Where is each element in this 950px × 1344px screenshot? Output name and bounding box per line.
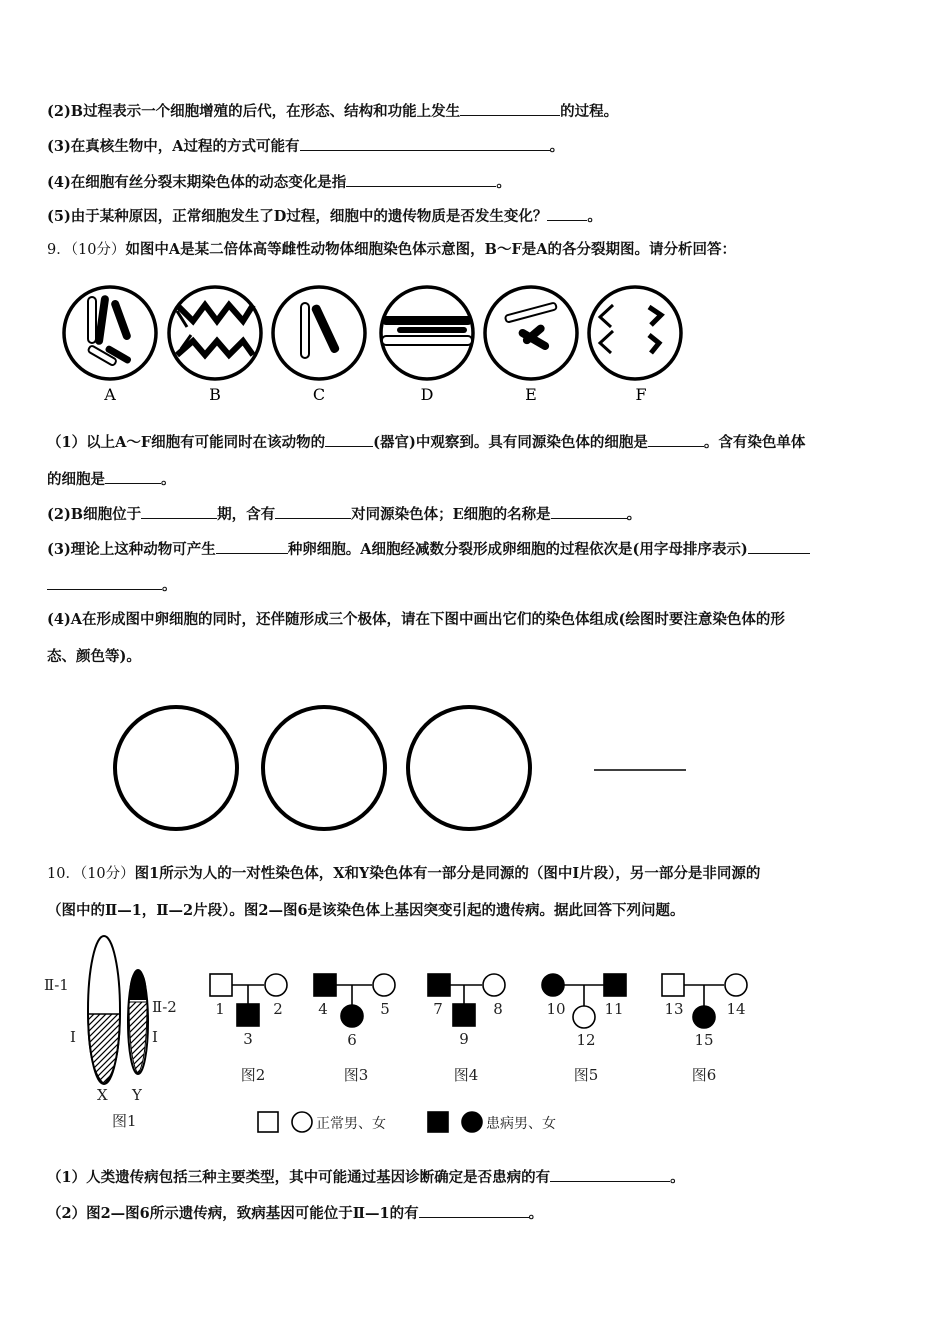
label-i: Ⅰ — [152, 1028, 158, 1046]
cell-d-chromosomes — [382, 316, 472, 345]
q10-part1: （1）人类遗传病包括三种主要类型，其中可能通过基因诊断确定是否患病的有 。 — [47, 1169, 685, 1186]
q9-part4-cont: 态、颜色等)。 — [47, 648, 141, 665]
q9-part3: (3)理论上这种动物可产生 种卵细胞。A细胞经减数分裂形成卵细胞的过程依次是(用字母排序表示) — [47, 539, 810, 560]
fig3-caption: 图3 — [343, 1066, 369, 1084]
q8-part4: (4)在细胞有丝分裂末期染色体的动态变化是指 。 — [47, 174, 511, 191]
svg-text:5: 5 — [380, 1000, 390, 1018]
fig2-caption: 图2 — [240, 1066, 266, 1084]
sex-chromosome-pedigree-figure — [40, 930, 760, 1140]
answer-blank[interactable] — [216, 539, 288, 554]
answer-blank[interactable] — [346, 172, 496, 187]
answer-blank[interactable] — [141, 504, 217, 519]
polar-body-drawing-area[interactable] — [108, 700, 698, 840]
svg-text:10: 10 — [546, 1000, 566, 1018]
answer-blank[interactable] — [300, 136, 550, 151]
label-ii2: Ⅱ-2 — [152, 998, 177, 1016]
q9-part1-cont: 的细胞是 。 — [47, 471, 176, 488]
answer-blank[interactable] — [325, 432, 373, 447]
label-y: Y — [132, 1086, 142, 1104]
answer-blank[interactable] — [105, 469, 161, 484]
legend-affected: 患病男、女 — [486, 1116, 556, 1132]
cell-e-chromosomes — [505, 302, 557, 351]
q10-part2: （2）图2—图6所示遗传病，致病基因可能位于Ⅱ—1的有 。 — [47, 1205, 544, 1222]
cell-label: C — [312, 385, 326, 404]
cell-label: A — [104, 385, 116, 404]
cell-division-figure — [55, 283, 695, 408]
legend-normal: 正常男、女 — [316, 1116, 386, 1132]
q8-part3: (3)在真核生物中，A过程的方式可能有 。 — [47, 138, 565, 155]
answer-blank[interactable] — [551, 504, 627, 519]
svg-text:13: 13 — [664, 1000, 684, 1018]
fig1-caption: 图1 — [112, 1112, 137, 1130]
fig1-chromosomes — [88, 936, 148, 1084]
svg-text:9: 9 — [459, 1030, 469, 1048]
label-ii1: Ⅱ-1 — [44, 976, 69, 994]
svg-text:11: 11 — [604, 1000, 624, 1018]
cell-label: D — [420, 385, 434, 404]
svg-text:12: 12 — [576, 1031, 596, 1049]
answer-blank[interactable] — [648, 432, 704, 447]
cell-label: E — [525, 385, 537, 404]
cell-f-chromosomes — [600, 305, 661, 353]
q10-header: 10．（10分）图1所示为人的一对性染色体，X和Y染色体有一部分是同源的（图中Ⅰ片段），另一部分是非同源的 — [47, 865, 761, 882]
svg-text:3: 3 — [243, 1030, 253, 1048]
answer-blank[interactable] — [419, 1203, 529, 1218]
svg-text:8: 8 — [493, 1000, 503, 1018]
fig5-caption: 图5 — [573, 1066, 599, 1084]
answer-blank[interactable] — [275, 504, 351, 519]
cell-a-chromosomes — [88, 295, 133, 366]
q8-part5: (5)由于某种原因，正常细胞发生了D过程，细胞中的遗传物质是否发生变化？ 。 — [47, 208, 602, 225]
svg-text:15: 15 — [694, 1031, 714, 1049]
svg-text:6: 6 — [347, 1031, 357, 1049]
svg-text:2: 2 — [273, 1000, 283, 1018]
q9-header: 9．（10分）如图中A是某二倍体高等雌性动物体细胞染色体示意图，B～F是A的各分裂期图。请分析回答： — [47, 241, 736, 258]
q8-part2: (2)B过程表示一个细胞增殖的后代，在形态、结构和功能上发生 的过程。 — [47, 103, 619, 120]
fig6-caption: 图6 — [691, 1066, 717, 1084]
svg-text:14: 14 — [726, 1000, 746, 1018]
q9-part1: （1）以上A～F细胞有可能同时在该动物的 (器官)中观察到。具有同源染色体的细胞是 。含有染色单体 — [47, 434, 806, 451]
answer-blank[interactable] — [460, 101, 560, 116]
q10-header-cont: （图中的Ⅱ—1，Ⅱ—2片段）。图2—图6是该染色体上基因突变引起的遗传病。据此回答下列问题。 — [47, 902, 685, 919]
q9-part3-cont: 。 — [47, 575, 177, 596]
q9-part2: (2)B细胞位于 期，含有 对同源染色体；E细胞的名称是 。 — [47, 506, 642, 523]
svg-text:1: 1 — [215, 1000, 225, 1018]
svg-text:7: 7 — [433, 1000, 443, 1018]
answer-blank[interactable] — [550, 1167, 670, 1182]
q9-part4: (4)A在形成图中卵细胞的同时，还伴随形成三个极体，请在下图中画出它们的染色体组成(绘图时要注意染色体的形 — [47, 611, 785, 628]
answer-blank[interactable] — [47, 575, 162, 590]
label-x: X — [97, 1086, 108, 1104]
cell-b-chromosomes — [177, 305, 253, 355]
cell-label: F — [635, 385, 647, 404]
cell-c-chromosomes — [301, 303, 341, 358]
label-i: Ⅰ — [70, 1028, 76, 1046]
svg-text:4: 4 — [318, 1000, 328, 1018]
answer-blank[interactable] — [547, 206, 587, 221]
cell-label: B — [209, 385, 221, 404]
fig4-caption: 图4 — [453, 1066, 479, 1084]
answer-blank[interactable] — [748, 539, 810, 554]
